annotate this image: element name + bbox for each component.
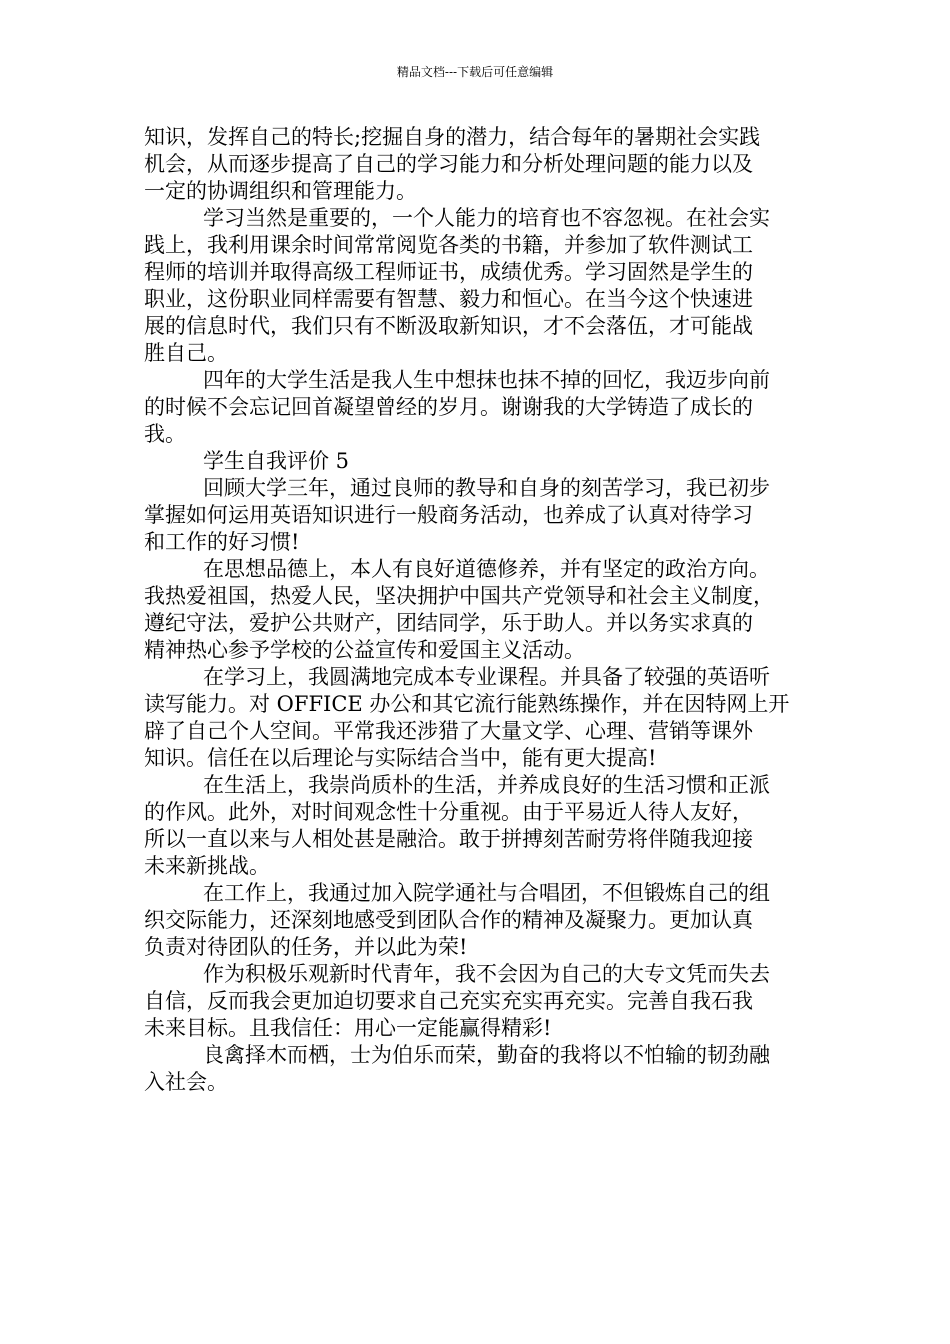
text-line: 程师的培训并取得高级工程师证书，成绩优秀。学习固然是学生的 [144,260,753,284]
paragraph-start-line: 四年的大学生活是我人生中想抹也抹不掉的回忆，我迈步向前 [203,368,770,392]
text-line: 胜自己。 [144,341,228,365]
text-line: 职业，这份职业同样需要有智慧、毅力和恒心。在当今这个快速进 [144,287,753,311]
text-line: 精神热心参予学校的公益宣传和爱国主义活动。 [144,638,585,662]
text-line: 践上，我利用课余时间常常阅览各类的书籍，并参加了软件测试工 [144,233,753,257]
paragraph-start-line: 在工作上，我通过加入院学通社与合唱团，不但锻炼自己的组 [203,881,770,905]
paragraph-start-line: 在思想品德上，本人有良好道德修养，并有坚定的政治方向。 [203,557,770,581]
text-line: 的时候不会忘记回首凝望曾经的岁月。谢谢我的大学铸造了成长的 [144,395,753,419]
paragraph-start-line: 在生活上，我崇尚质朴的生活，并养成良好的生活习惯和正派 [203,773,770,797]
text-line: 我热爱祖国，热爱人民，坚决拥护中国共产党领导和社会主义制度， [144,584,774,608]
text-line: 知识。信任在以后理论与实际结合当中，能有更大提高! [144,746,657,770]
text-line: 负责对待团队的任务，并以此为荣! [144,935,468,959]
text-line: 遵纪守法，爱护公共财产，团结同学，乐于助人。并以务实求真的 [144,611,753,635]
text-line: 辟了自己个人空间。平常我还涉猎了大量文学、心理、营销等课外 [144,719,753,743]
text-line: 知识，发挥自己的特长;挖掘自身的潜力，结合每年的暑期社会实践 [144,125,761,149]
text-line: 的作风。此外，对时间观念性十分重视。由于平易近人待人友好， [144,800,753,824]
paragraph-start-line: 良禽择木而栖，士为伯乐而荣，勤奋的我将以不怕输的韧劲融 [203,1043,770,1067]
text-line: 我。 [144,422,186,446]
text-line: 展的信息时代，我们只有不断汲取新知识，才不会落伍，才可能战 [144,314,753,338]
text-line: 自信，反而我会更加迫切要求自己充实充实再充实。完善自我石我 [144,989,753,1013]
document-body [144,124,812,1096]
text-line: 入社会。 [144,1070,228,1094]
paragraph-start-line: 学习当然是重要的，一个人能力的培育也不容忽视。在社会实 [203,206,770,230]
paragraph-start-line: 在学习上，我圆满地完成本专业课程。并具备了较强的英语听 [203,665,770,689]
text-line: 读写能力。对 OFFICE 办公和其它流行能熟练操作，并在因特网上开 [144,692,790,716]
section-heading: 学生自我评价 5 [203,449,350,473]
text-line: 织交际能力，还深刻地感受到团队合作的精神及凝聚力。更加认真 [144,908,753,932]
text-line: 机会，从而逐步提高了自己的学习能力和分析处理问题的能力以及 [144,152,753,176]
paragraph-start-line: 作为积极乐观新时代青年，我不会因为自己的大专文凭而失去 [203,962,770,986]
text-line: 掌握如何运用英语知识进行一般商务活动，也养成了认真对待学习 [144,503,753,527]
text-line: 未来目标。且我信任：用心一定能赢得精彩! [144,1016,552,1040]
text-line: 未来新挑战。 [144,854,270,878]
text-line: 一定的协调组织和管理能力。 [144,179,417,203]
text-line: 和工作的好习惯! [144,530,300,554]
paragraph-start-line: 回顾大学三年，通过良师的教导和自身的刻苦学习，我已初步 [203,476,770,500]
text-line: 所以一直以来与人相处甚是融洽。敢于拼搏刻苦耐劳将伴随我迎接 [144,827,753,851]
page-header: 精品文档---下载后可任意编辑 [396,65,554,79]
